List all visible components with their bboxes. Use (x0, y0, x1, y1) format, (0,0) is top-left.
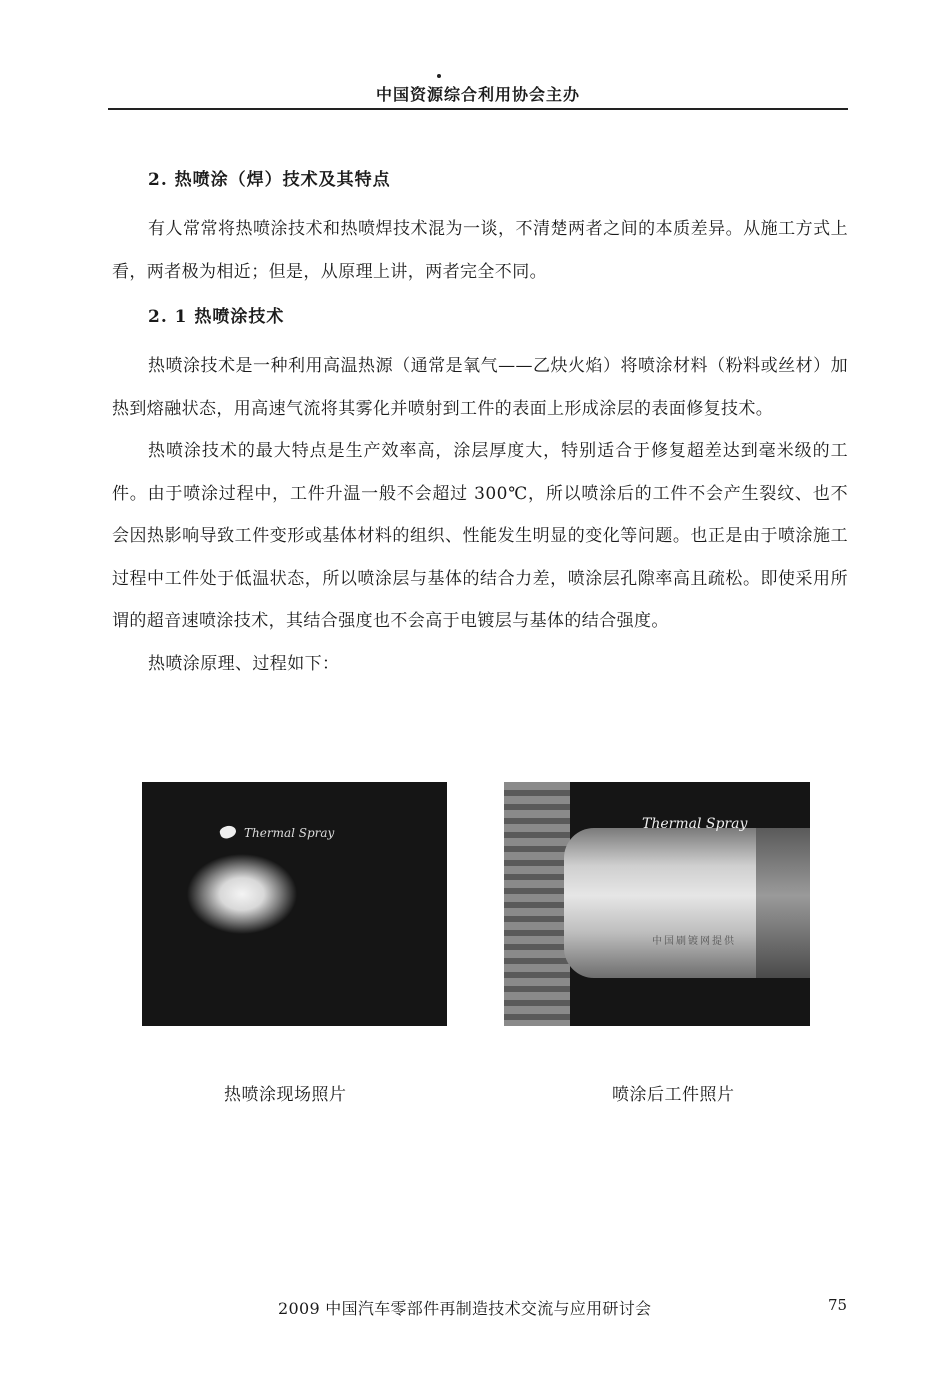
definition-paragraph: 热喷涂技术是一种利用高温热源（通常是氧气——乙炔火焰）将喷涂材料（粉料或丝材）加热到熔融状态，用高速气流将其雾化并喷射到工件的表面上形成涂层的表面修复技术。 (112, 356, 848, 419)
roller-end (756, 828, 810, 978)
left-photo-caption: 热喷涂现场照片 (224, 1085, 347, 1105)
sprayed-workpiece-photo (504, 782, 810, 1026)
intro-paragraph: 有人常常将热喷涂技术和热喷焊技术混为一谈，不清楚两者之间的本质差异。从施工方式上看，两者极为相近；但是，从原理上讲，两者完全不同。 (112, 219, 848, 282)
header-rule (108, 108, 848, 110)
footer-text: 2009 中国汽车零部件再制造技术交流与应用研讨会 (278, 1299, 652, 1318)
right-photo-caption: 喷涂后工件照片 (612, 1085, 735, 1105)
gear-section (504, 782, 570, 1026)
photo-watermark: 中国刷镀网提供 (652, 936, 736, 947)
section-heading: 2. 热喷涂（焊）技术及其特点 (148, 170, 391, 190)
main-content (112, 164, 848, 685)
page-number: 75 (828, 1296, 848, 1314)
page-header: 中国资源综合利用协会主办 (375, 85, 580, 104)
header-dot (437, 74, 441, 78)
features-paragraph: 热喷涂技术的最大特点是生产效率高，涂层厚度大，特别适合于修复超差达到毫米级的工件。由于喷涂过程中，工件升温一般不会超过 300℃，所以喷涂后的工件不会产生裂纹、也不会因热影响导致工件变形或基体材料的组织、性能发生明显的变化等问题。也正是由于喷涂施工过程中工件处于低温状态，所以喷涂层与基体的结合力差，喷涂层孔隙率高且疏松。即使采用所谓的超音速喷涂技术，其结合强度也不会高于电镀层与基体的结合强度。 (112, 441, 848, 631)
process-intro-paragraph: 热喷涂原理、过程如下： (148, 653, 340, 674)
photo-overlay-label: Thermal Spray (642, 816, 748, 832)
spray-gun-spark (218, 824, 237, 841)
photo-overlay-label: Thermal Spray (244, 826, 335, 840)
subsection-heading: 2. 1 热喷涂技术 (148, 307, 285, 327)
spray-site-photo (142, 782, 447, 1026)
